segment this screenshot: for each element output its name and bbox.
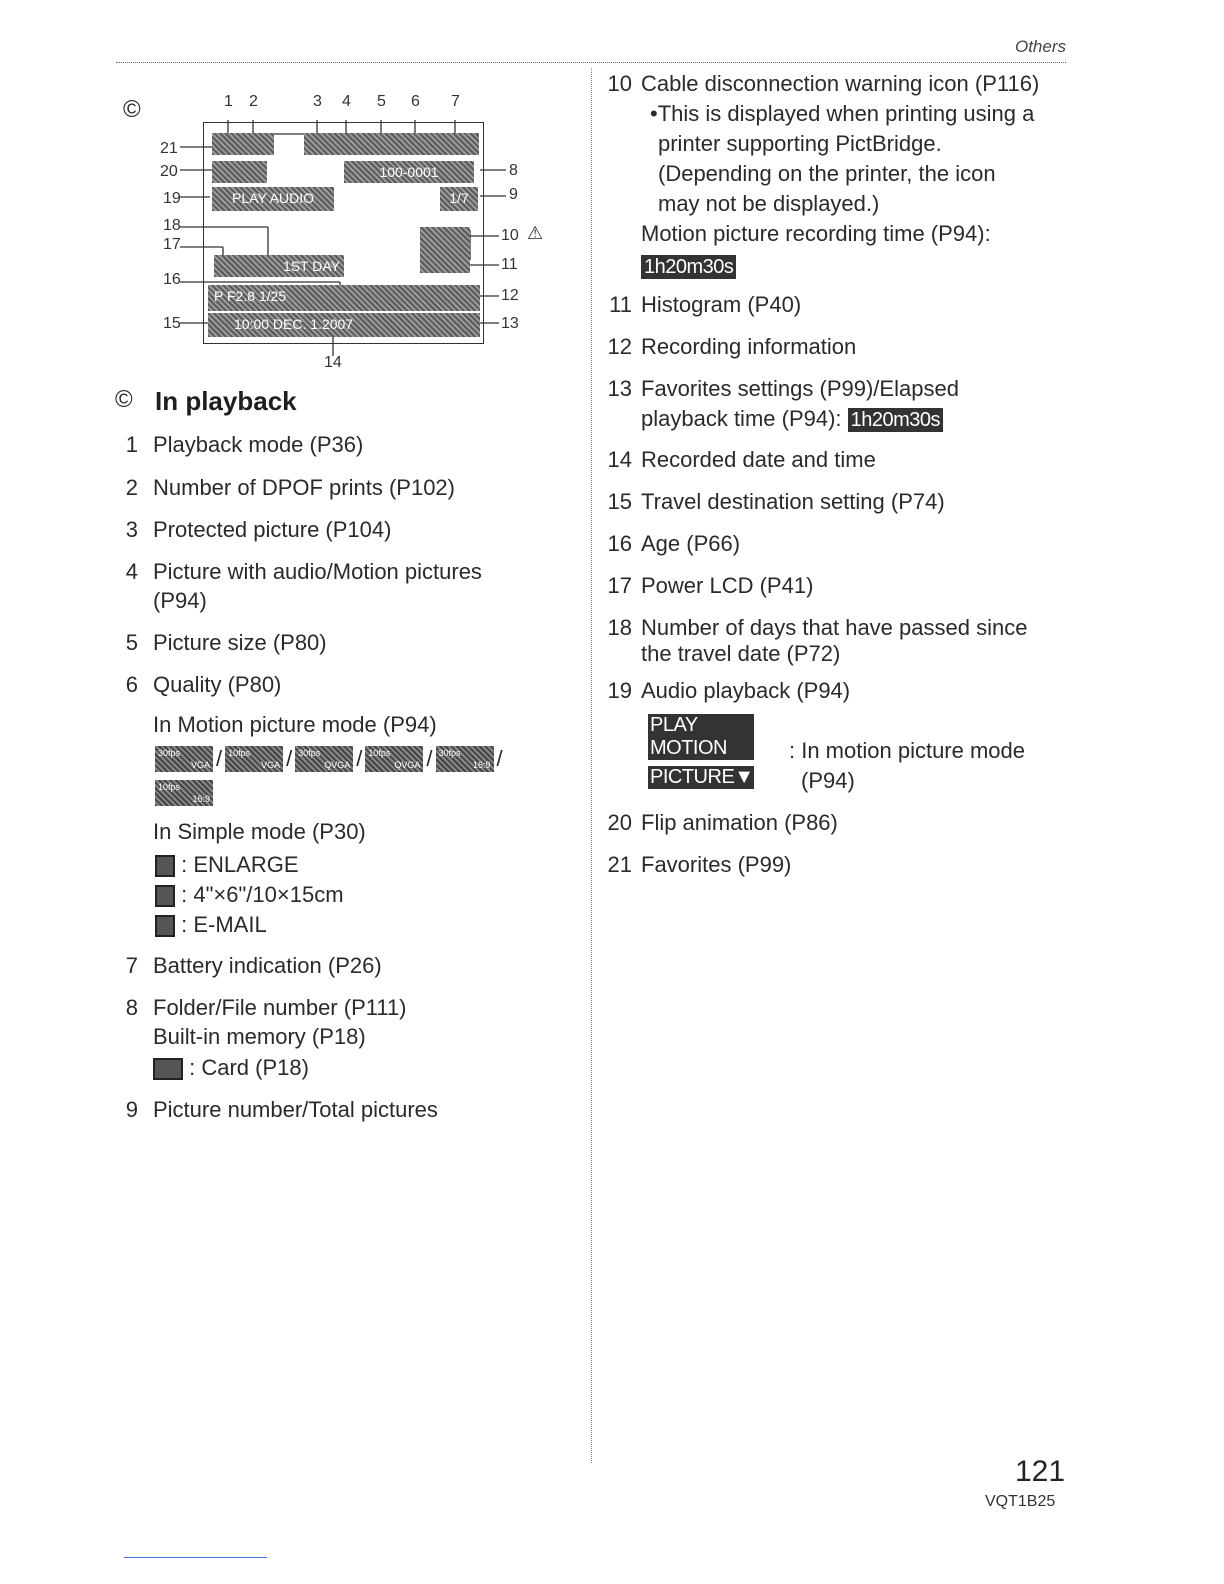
callout-number: 21 [160,140,178,157]
play-motion-badge: PLAY MOTION PICTURE▼ [650,714,754,788]
fps-quality-icon: 30fps VGA [155,746,213,772]
callout-number: 6 [411,93,420,110]
callout-number: 8 [509,162,518,179]
simple-mode-item: : ENLARGE [155,850,299,880]
callout-number: 11 [501,256,518,273]
section-marker: © [115,386,133,413]
status-icons-bar [304,133,479,155]
favorites-icons [212,161,267,183]
callout-number: 19 [163,190,181,207]
column-divider [591,68,592,1463]
elapsed-time-badge: 1h20m30s [848,408,943,432]
section-header: Others [1014,37,1066,56]
callout-number: 16 [163,271,181,288]
callout-number: 17 [163,236,181,253]
diagram-marker: © [123,96,141,123]
recording-time-badge: 1h20m30s [641,255,736,279]
motion-mode-label: In Motion picture mode (P94) [153,712,437,737]
callout-number: 10 [501,227,519,244]
callout-number: 9 [509,186,518,203]
header-rule [116,62,1066,63]
simple-mode-item: : 4"×6"/10×15cm [155,880,344,910]
callout-number: 13 [501,315,519,332]
callout-number: 14 [324,354,342,371]
callout-number: 20 [160,163,178,180]
travel-days-label: 1ST DAY [214,255,344,277]
callout-number: 12 [501,287,519,304]
callout-number: 1 [224,93,233,110]
folder-file-number: 100-0001 [344,161,474,183]
playback-mode-icons [212,133,274,155]
lcd-screen [203,122,484,344]
callout-number: 15 [163,315,181,332]
fps-quality-icon: 10fps VGA [225,746,283,772]
simple-mode-item: : E-MAIL [155,910,267,940]
callout-number: 4 [342,93,351,110]
enlarge-icon [155,855,175,877]
motion-mode-icons: 30fps VGA / 10fps VGA / 30fps QVGA / 10fps QVGA / 30fps 16:9 / [155,746,506,772]
date-time-bar: 10:00 DEC. 1.2007 [208,313,480,337]
motion-mode-icons-row2 [155,780,213,806]
fps-quality-icon: 30fps 16:9 [436,746,494,772]
callout-number: 2 [249,93,258,110]
play-audio-label: PLAY AUDIO [212,187,334,211]
callout-number: 7 [451,93,460,110]
histogram [420,227,470,273]
card-icon [153,1058,183,1080]
footer-line [124,1557,267,1558]
fps-quality-icon: 10fps 16:9 [155,780,213,806]
fps-quality-icon: 30fps QVGA [295,746,353,772]
email-icon [155,915,175,937]
fps-quality-icon: 10fps QVGA [365,746,423,772]
callout-number: 3 [313,93,322,110]
picture-number: 1/7 [440,187,478,211]
page-number: 121 [1015,1455,1066,1488]
print-size-icon [155,885,175,907]
recording-info-bar: P F2.8 1/25 [208,285,480,311]
model-code: VQT1B25 [985,1493,1056,1510]
callout-number: 5 [377,93,386,110]
simple-mode-label: In Simple mode (P30) [153,819,366,844]
section-title: In playback [155,386,297,416]
cable-warning-icon: ⚠ [527,223,544,243]
callout-number: 18 [163,217,181,234]
